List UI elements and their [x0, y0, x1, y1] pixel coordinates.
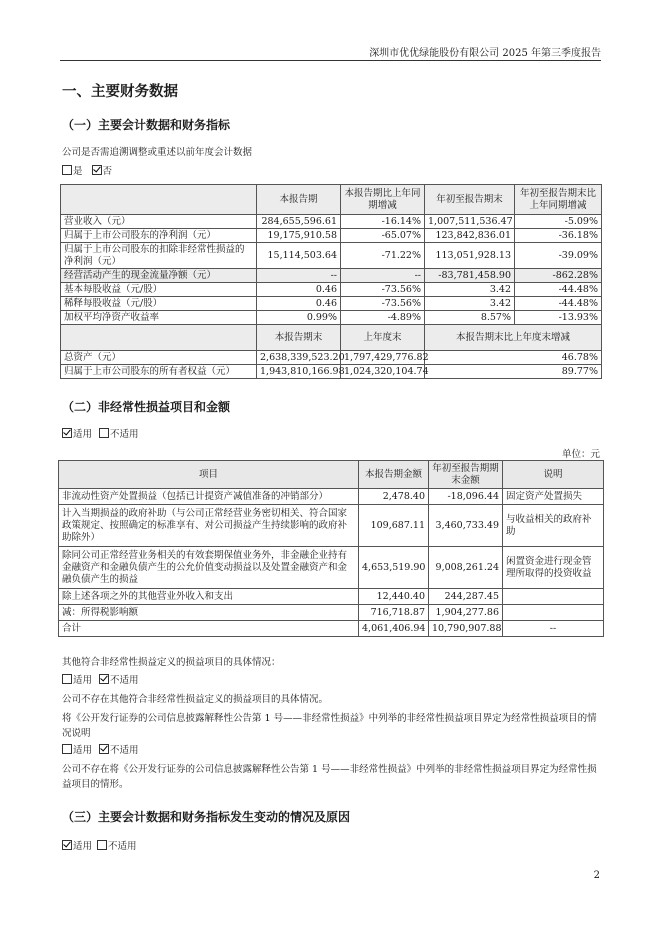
key-financial-table: [60, 184, 602, 379]
cell-value: -44.48%: [515, 297, 602, 311]
checkbox-not-applicable[interactable]: [99, 674, 109, 684]
cell-value: 1,943,810,166.98: [257, 365, 341, 379]
applicability-options-5: [62, 839, 602, 854]
table-header-cell: 年初至报告期末比上年同期增减: [515, 185, 602, 215]
cell-value: --: [257, 269, 341, 283]
cell-value: -16.14%: [341, 215, 425, 229]
table-row: [61, 215, 602, 229]
cell-note: --: [503, 621, 604, 637]
cell-value: -44.48%: [515, 283, 602, 297]
table-header-cell: 年初至报告期期末金额: [429, 461, 503, 489]
section-title: 一、主要财务数据: [62, 84, 178, 100]
applicable-label: 适用: [73, 675, 93, 686]
cell-note: 与收益相关的政府补助: [503, 505, 604, 547]
checkbox-applicable[interactable]: [62, 674, 72, 684]
cell-value: -18,096.44: [429, 489, 503, 505]
table-row: [61, 283, 602, 297]
cell-value: 109,687.11: [359, 505, 429, 547]
applicable-label: 适用: [73, 745, 93, 756]
cell-value: -73.56%: [341, 297, 425, 311]
table-header-row: [61, 185, 602, 215]
row-label: 减：所得税影响额: [59, 605, 359, 621]
option-yes-label: 是: [73, 166, 83, 177]
cell-value: --: [341, 269, 425, 283]
table-header-row: [61, 325, 602, 351]
cell-value: 123,842,836.01: [425, 229, 515, 243]
row-label: 稀释每股收益（元/股）: [61, 297, 257, 311]
cell-value: 9,008,261.24: [429, 547, 503, 589]
table-row: [61, 365, 602, 379]
cell-value: -39.09%: [515, 243, 602, 269]
row-label: 计入当期损益的政府补助（与公司正常经营业务密切相关、符合国家政策规定、按照确定的标准享有、对公司损益产生持续影响的政府补助除外）: [59, 505, 359, 547]
cell-value: 4,061,406.94: [359, 621, 429, 637]
table-header-cell: 项目: [59, 461, 359, 489]
cell-value: 89.77%: [425, 365, 602, 379]
table-header-cell: 本报告期末比上年度末增减: [425, 325, 602, 351]
applicable-label: 适用: [73, 429, 93, 440]
applicability-options-3: [62, 673, 602, 688]
cell-value: -73.56%: [341, 283, 425, 297]
checkbox-applicable[interactable]: [62, 840, 72, 850]
row-label: 归属于上市公司股东的净利润（元）: [61, 229, 257, 243]
restatement-question: 公司是否需追溯调整或重述以前年度会计数据: [62, 147, 253, 158]
table-header-blank: [61, 325, 257, 351]
applicability-options-4: [62, 743, 602, 758]
cell-value: 0.46: [257, 283, 341, 297]
table-row: [61, 269, 602, 283]
table-header-cell: 上年度末: [341, 325, 425, 351]
row-label: 除上述各项之外的其他营业外收入和支出: [59, 589, 359, 605]
table-row: [59, 605, 604, 621]
cell-value: 1,024,320,104.74: [341, 365, 425, 379]
cell-value: 15,114,503.64: [257, 243, 341, 269]
listed-items-note: 将《公开发行证券的公司信息披露解释性公告第 1 号——非经常性损益》中列举的非经常性损益项目界定为经常性损益项目的情况说明: [62, 713, 597, 739]
cell-note: 闲置资金进行现金管理所取得的投资收益: [503, 547, 604, 589]
applicable-label: 适用: [73, 841, 93, 852]
row-label: 经营活动产生的现金流量净额（元）: [61, 269, 257, 283]
applicability-options-2: [62, 427, 602, 442]
other-items-note: 其他符合非经常性损益定义的损益项目的具体情况：: [62, 657, 281, 668]
header-divider: [60, 60, 601, 61]
cell-value: 113,051,928.13: [425, 243, 515, 269]
cell-value: -4.89%: [341, 311, 425, 325]
row-label: 归属于上市公司股东的扣除非经常性损益的净利润（元）: [61, 243, 257, 269]
checkbox-no[interactable]: [92, 165, 102, 175]
checkbox-not-applicable[interactable]: [99, 428, 109, 438]
subsection-title-2: （二）非经常性损益项目和金额: [62, 400, 231, 414]
cell-value: 19,175,910.58: [257, 229, 341, 243]
row-label: 加权平均净资产收益率: [61, 311, 257, 325]
subsection-title-3: （三）主要会计数据和财务指标发生变动的情况及原因: [62, 810, 351, 824]
cell-value: -13.93%: [515, 311, 602, 325]
cell-value: 3,460,733.49: [429, 505, 503, 547]
checkbox-not-applicable[interactable]: [99, 744, 109, 754]
row-label: 非流动性资产处置损益（包括已计提资产减值准备的冲销部分）: [59, 489, 359, 505]
row-label: 除同公司正常经营业务相关的有效套期保值业务外，非金融企业持有金融资产和金融负债产生的公允价值变动损益以及处置金融资产和金融负债产生的损益: [59, 547, 359, 589]
cell-value: -83,781,458.90: [425, 269, 515, 283]
table-row: [59, 621, 604, 637]
table-header-cell: 说明: [503, 461, 604, 489]
cell-note: [503, 605, 604, 621]
checkbox-yes[interactable]: [62, 165, 72, 175]
report-header: 深圳市优优绿能股份有限公司 2025 年第三季度报告: [369, 48, 601, 59]
cell-value: 0.99%: [257, 311, 341, 325]
cell-note: [503, 589, 604, 605]
unit-label: 单位：元: [561, 449, 600, 460]
table-header-cell: 本报告期金额: [359, 461, 429, 489]
table-header-cell: 年初至报告期末: [425, 185, 515, 215]
row-label: 营业收入（元）: [61, 215, 257, 229]
cell-value: 1,007,511,536.47: [425, 215, 515, 229]
cell-value: 284,655,596.61: [257, 215, 341, 229]
not-applicable-label: 不适用: [108, 841, 137, 852]
table-header-cell: 本报告期末: [257, 325, 341, 351]
checkbox-applicable[interactable]: [62, 744, 72, 754]
subsection-title-1: （一）主要会计数据和财务指标: [62, 118, 231, 132]
cell-value: 2,478.40: [359, 489, 429, 505]
cell-value: 3.42: [425, 283, 515, 297]
cell-value: 2,638,339,523.20: [257, 351, 341, 365]
cell-value: 46.78%: [425, 351, 602, 365]
table-header-blank: [61, 185, 257, 215]
cell-value: 3.42: [425, 297, 515, 311]
cell-value: -71.22%: [341, 243, 425, 269]
cell-value: 0.46: [257, 297, 341, 311]
table-row: [59, 505, 604, 547]
cell-value: -5.09%: [515, 215, 602, 229]
cell-value: 10,790,907.88: [429, 621, 503, 637]
cell-value: 244,287.45: [429, 589, 503, 605]
cell-value: -65.07%: [341, 229, 425, 243]
cell-value: -36.18%: [515, 229, 602, 243]
table-row: [61, 243, 602, 269]
not-applicable-label: 不适用: [110, 745, 139, 756]
cell-value: 1,797,429,776.82: [341, 351, 425, 365]
table-row: [61, 351, 602, 365]
table-row: [59, 589, 604, 605]
non-recurring-table: [58, 460, 604, 637]
cell-value: 8.57%: [425, 311, 515, 325]
other-items-none: 公司不存在其他符合非经常性损益定义的损益项目的具体情况。: [62, 694, 329, 705]
cell-value: 1,904,277.86: [429, 605, 503, 621]
table-header-row: [59, 461, 604, 489]
table-row: [61, 297, 602, 311]
not-applicable-label: 不适用: [110, 675, 139, 686]
table-row: [59, 489, 604, 505]
option-no-label: 否: [102, 166, 113, 177]
listed-items-none: 公司不存在将《公开发行证券的公司信息披露解释性公告第 1 号——非经常性损益》中列举的非经常性损益项目界定为经常性损益项目的情形。: [62, 764, 597, 790]
cell-value: 12,440.40: [359, 589, 429, 605]
table-header-cell: 本报告期比上年同期增减: [341, 185, 425, 215]
row-label: 总资产（元）: [61, 351, 257, 365]
cell-note: 固定资产处置损失: [503, 489, 604, 505]
cell-value: 716,718.87: [359, 605, 429, 621]
cell-value: 4,653,519.90: [359, 547, 429, 589]
checkbox-not-applicable[interactable]: [97, 840, 107, 850]
row-label: 基本每股收益（元/股）: [61, 283, 257, 297]
row-label: 归属于上市公司股东的所有者权益（元）: [61, 365, 257, 379]
table-row: [59, 547, 604, 589]
page-number: 2: [593, 870, 600, 881]
cell-value: -862.28%: [515, 269, 602, 283]
checkbox-applicable[interactable]: [62, 428, 72, 438]
row-label: 合计: [59, 621, 359, 637]
table-row: [61, 229, 602, 243]
table-header-cell: 本报告期: [257, 185, 341, 215]
restatement-options: [62, 164, 602, 179]
not-applicable-label: 不适用: [110, 429, 139, 440]
table-row: [61, 311, 602, 325]
